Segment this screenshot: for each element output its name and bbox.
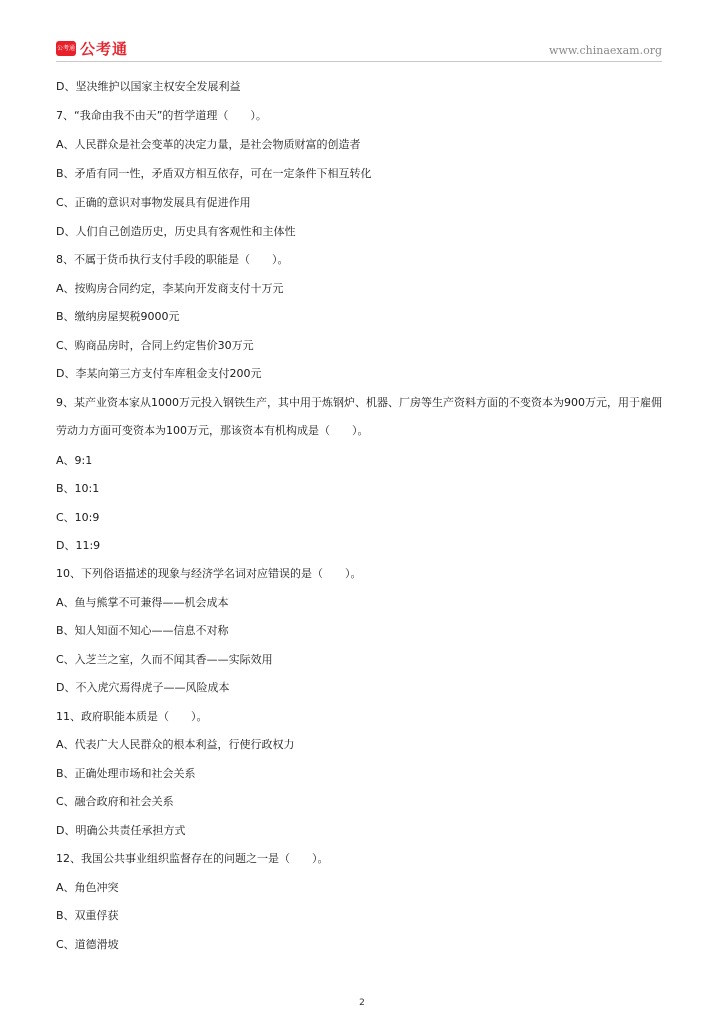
option-line: C、道德滑坡 [56,938,119,951]
option-line: A、人民群众是社会变革的决定力量，是社会物质财富的创造者 [56,138,361,151]
logo-text: 公考通 [80,40,129,58]
option-line: D、坚决维护以国家主权安全发展利益 [56,80,241,93]
option-line: A、9:1 [56,454,93,467]
question-line: 9、某产业资本家从1000万元投入钢铁生产，其中用于炼钢炉、机器、厂房等生产资料方面的不变资本为900万元，用于雇佣劳动力方面可变资本为100万元，那该资本有机构成是（ ）。 [56,396,662,437]
option-line: B、正确处理市场和社会关系 [56,767,196,780]
option-line: B、矛盾有同一性，矛盾双方相互依存，可在一定条件下相互转化 [56,167,372,180]
option-line: D、李某向第三方支付车库租金支付200元 [56,367,262,380]
option-line: A、代表广大人民群众的根本利益，行使行政权力 [56,738,295,751]
option-line: D、明确公共责任承担方式 [56,824,186,837]
option-line: B、缴纳房屋契税9000元 [56,310,180,323]
option-line: D、11:9 [56,539,101,552]
question-line: 12、我国公共事业组织监督存在的问题之一是（ ）。 [56,852,329,865]
site-url[interactable]: www.chinaexam.org [549,44,662,57]
option-line: A、鱼与熊掌不可兼得——机会成本 [56,596,229,609]
option-line: C、10:9 [56,511,100,524]
page-number: 2 [359,998,365,1008]
header-divider [56,61,662,62]
question-line: 11、政府职能本质是（ ）。 [56,710,208,723]
logo[interactable] [56,38,128,59]
page-header [0,0,724,64]
option-line: B、知人知面不知心——信息不对称 [56,624,229,637]
option-line: C、融合政府和社会关系 [56,795,174,808]
option-line: A、角色冲突 [56,881,119,894]
question-line: 10、下列俗语描述的现象与经济学名词对应错误的是（ ）。 [56,567,362,580]
option-line: C、购商品房时，合同上约定售价30万元 [56,339,254,352]
logo-badge-icon: 公考通 [56,41,76,56]
question-line: 8、不属于货币执行支付手段的职能是（ ）。 [56,253,289,266]
option-line: C、正确的意识对事物发展具有促进作用 [56,196,251,209]
option-line: C、入芝兰之室，久而不闻其香——实际效用 [56,653,273,666]
option-line: D、人们自己创造历史，历史具有客观性和主体性 [56,225,296,238]
option-line: B、10:1 [56,482,100,495]
option-line: A、按购房合同约定，李某向开发商支付十万元 [56,282,284,295]
option-line: D、不入虎穴焉得虎子——风险成本 [56,681,230,694]
question-line: 7、“我命由我不由天”的哲学道理（ ）。 [56,109,267,122]
option-line: B、双重俘获 [56,909,119,922]
